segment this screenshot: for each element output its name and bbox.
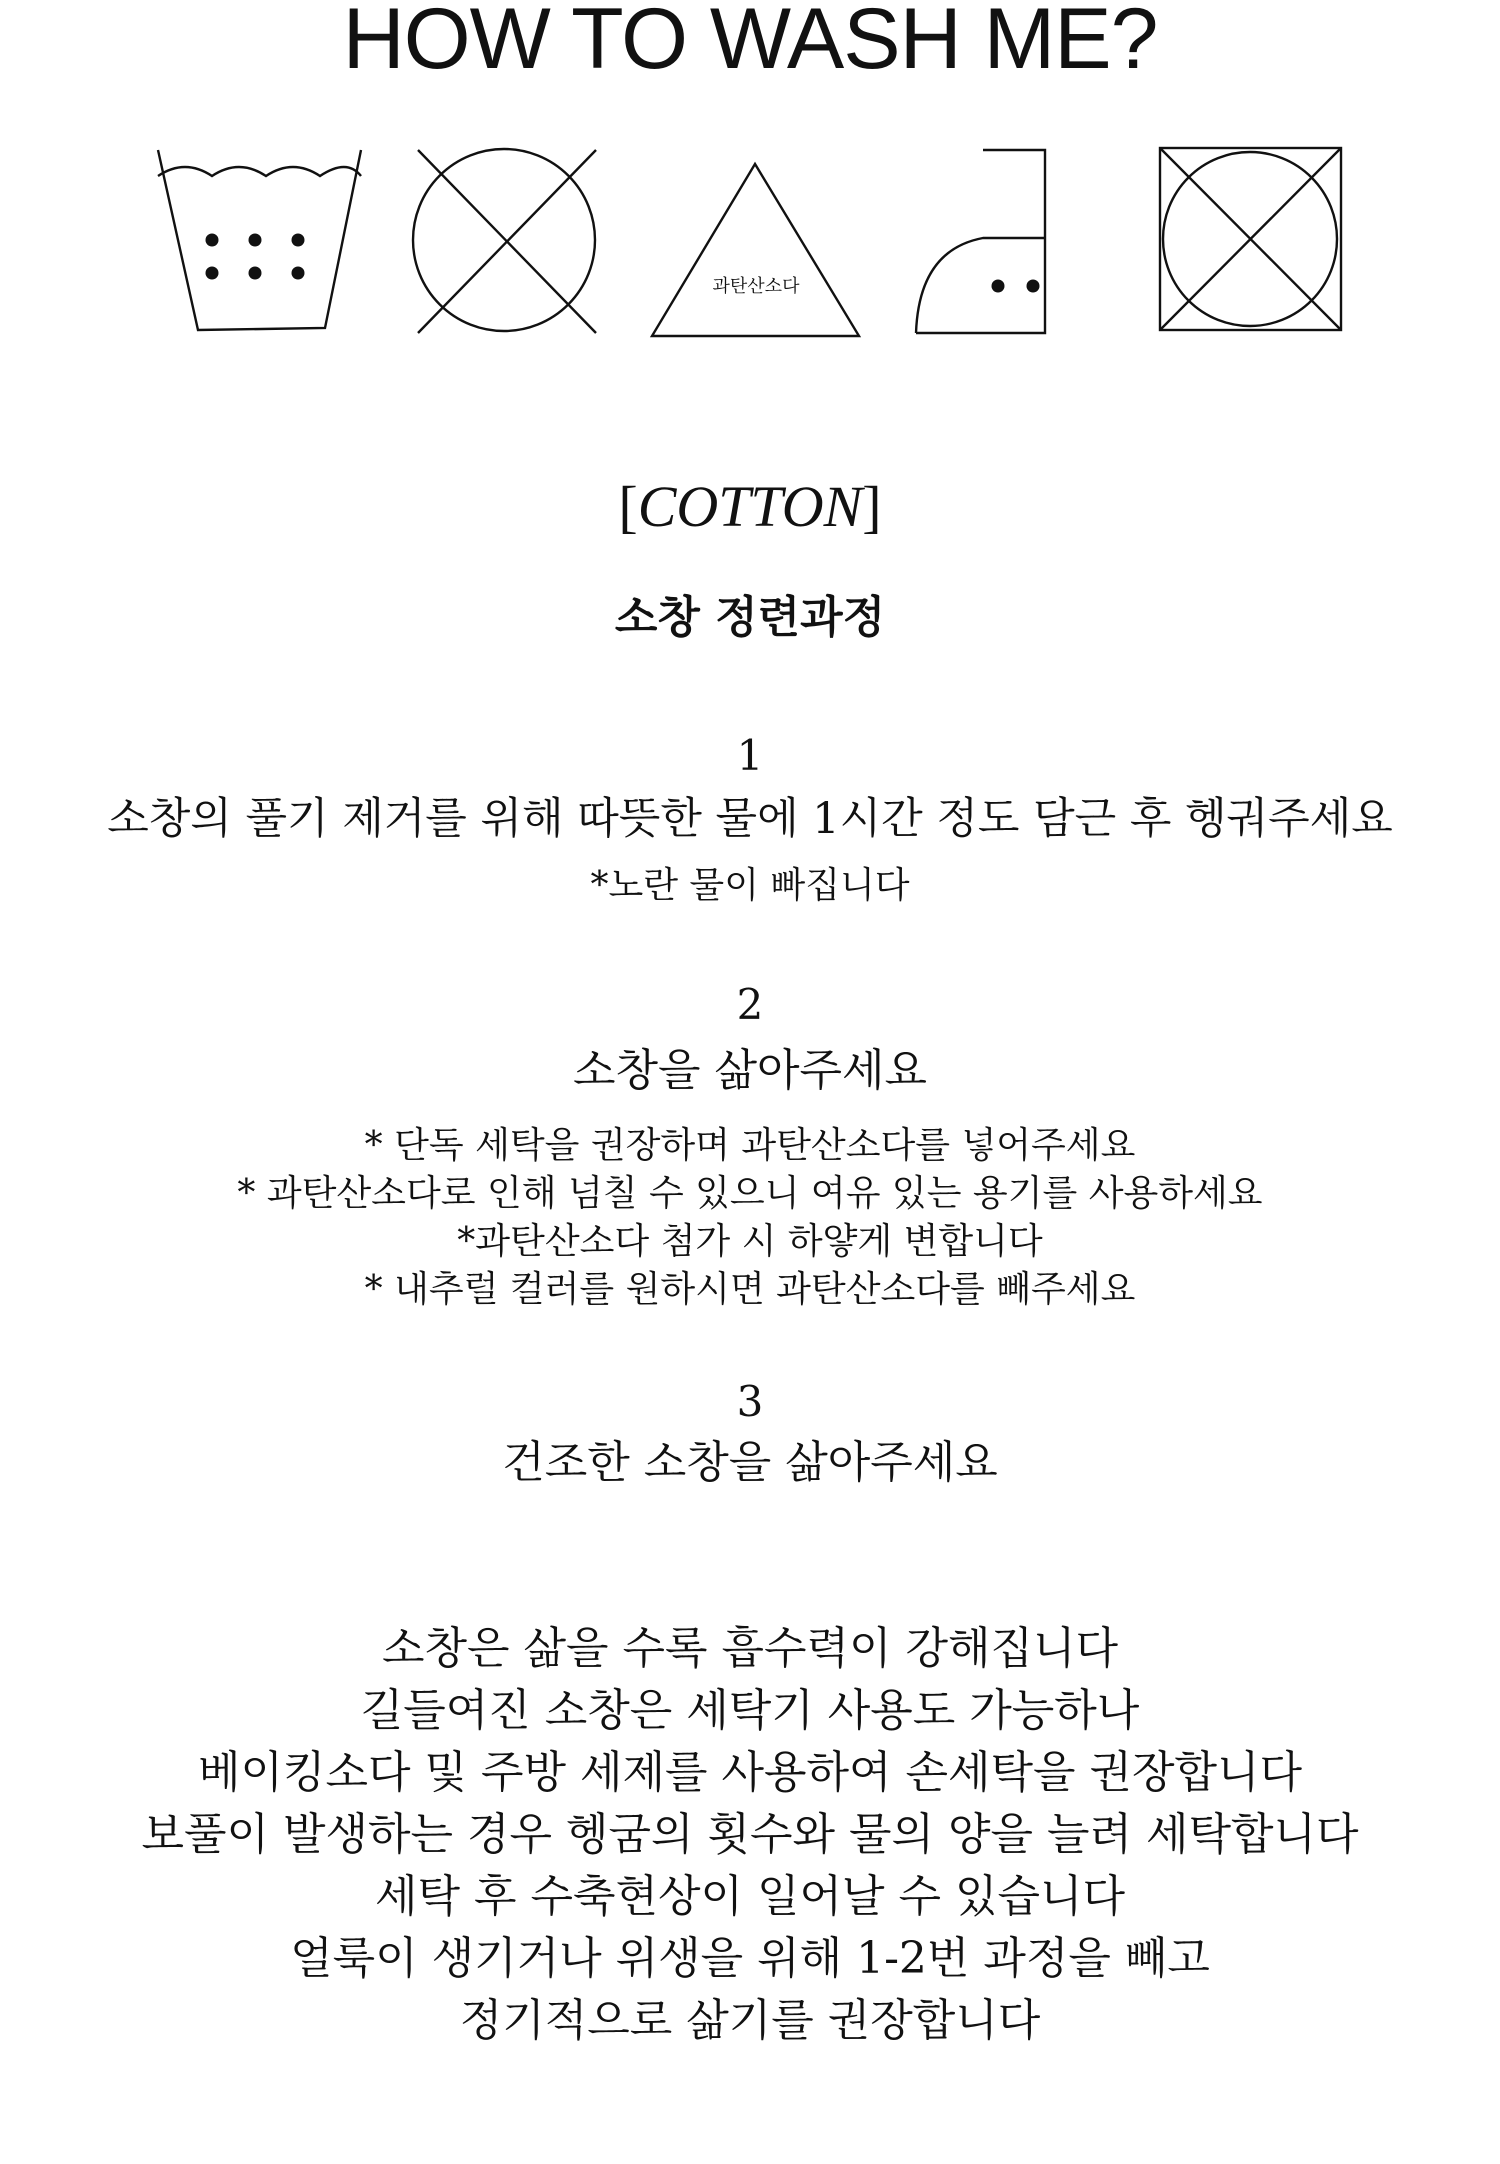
process-subtitle: 소창 정련과정 [614, 592, 886, 643]
step-1-heading: 소창의 풀기 제거를 위해 따뜻한 물에 1시간 정도 담근 후 헹궈주세요 [107, 794, 1393, 844]
bleach-label: 과탄산소다 [712, 276, 800, 297]
material-close-bracket: ] [862, 474, 882, 539]
closing-line: 얼룩이 생기거나 위생을 위해 1-2번 과정을 빼고 [290, 1933, 1210, 1984]
step-2-note: *과탄산소다 첨가 시 하얗게 변합니다 [457, 1221, 1043, 1262]
step-2-note: * 단독 세탁을 권장하며 과탄산소다를 넣어주세요 [364, 1125, 1136, 1166]
step-1-note: *노란 물이 빠집니다 [590, 865, 910, 906]
material-open-bracket: [ [618, 474, 638, 539]
step-2-number: 2 [736, 980, 764, 1029]
step-1-number: 1 [736, 731, 764, 780]
closing-line: 길들여진 소창은 세탁기 사용도 가능하나 [360, 1685, 1140, 1736]
closing-line: 보풀이 발생하는 경우 헹굼의 횟수와 물의 양을 늘려 세탁합니다 [141, 1809, 1359, 1860]
do-not-tumble-dry-icon [1160, 148, 1341, 330]
closing-line: 세탁 후 수축현상이 일어날 수 있습니다 [375, 1871, 1125, 1922]
material-name: COTTON [637, 474, 863, 539]
bleach-triangle-icon [652, 164, 859, 336]
step-2-note: * 과탄산소다로 인해 넘칠 수 있으니 여유 있는 용기를 사용하세요 [237, 1173, 1263, 1214]
step-3-heading: 건조한 소창을 삶아주세요 [502, 1437, 998, 1488]
closing-line: 소창은 삶을 수록 흡수력이 강해집니다 [381, 1623, 1118, 1674]
material-heading [0, 472, 1500, 542]
step-2-heading: 소창을 삶아주세요 [572, 1045, 928, 1096]
closing-line: 베이킹소다 및 주방 세제를 사용하여 손세탁을 권장합니다 [197, 1747, 1302, 1798]
step-2-note: * 내추럴 컬러를 원하시면 과탄산소다를 빼주세요 [364, 1269, 1136, 1310]
do-not-dry-clean-icon [413, 149, 596, 333]
page-title: HOW TO WASH ME? [342, 0, 1158, 87]
care-symbols-row [0, 0, 1500, 360]
closing-line: 정기적으로 삶기를 권장합니다 [459, 1995, 1041, 2046]
iron-medium-icon [916, 150, 1045, 333]
step-3-number: 3 [736, 1377, 764, 1426]
hand-wash-tub-icon [158, 150, 361, 330]
